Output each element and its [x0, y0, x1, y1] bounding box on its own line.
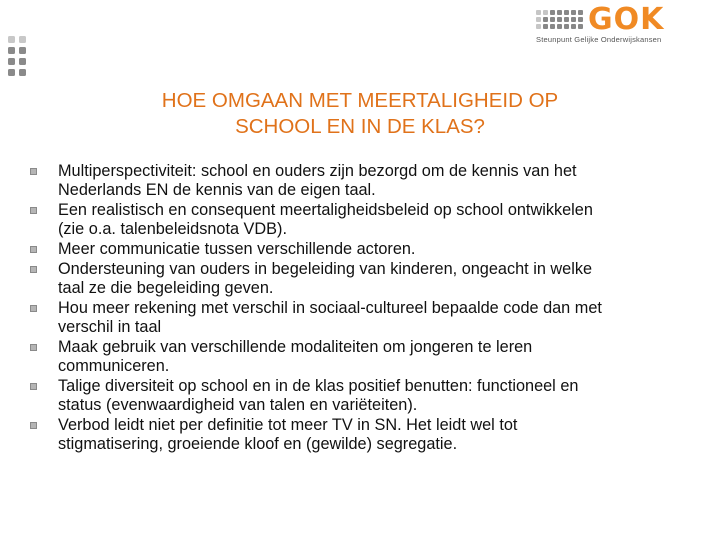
bullet-line: Een realistisch en consequent meertaligheidsbeleid op school ontwikkelen [58, 201, 593, 219]
square-bullet-icon [30, 266, 37, 273]
bullet-line: Maak gebruik van verschillende modaliteiten om jongeren te leren [58, 338, 533, 356]
slide-title [60, 88, 660, 140]
bullet-line: Verbod leidt niet per definitie tot meer TV in SN. Het leidt wel tot [58, 416, 518, 434]
bullet-list [30, 162, 698, 455]
square-bullet-icon [30, 344, 37, 351]
bullet-item [30, 240, 698, 259]
dot [19, 69, 26, 76]
bullet-item [30, 416, 698, 454]
dot [19, 58, 26, 65]
dot [8, 47, 15, 54]
bullet-line: verschil in taal [58, 318, 162, 336]
decorative-dots [8, 36, 26, 76]
bullet-line: Ondersteuning van ouders in begeleiding van kinderen, ongeacht in welke [58, 260, 593, 278]
dot [8, 36, 15, 43]
title-line-1: HOE OMGAAN MET MEERTALIGHEID OP [161, 89, 559, 112]
bullet-line: communiceren. [58, 357, 170, 375]
bullet-line: (zie o.a. talenbeleidsnota VDB). [58, 220, 287, 238]
square-bullet-icon [30, 383, 37, 390]
dot [19, 47, 26, 54]
square-bullet-icon [30, 246, 37, 253]
bullet-line: Talige diversiteit op school en in de klas positief benutten: functioneel en [58, 377, 579, 395]
logo-subtitle: Steunpunt Gelijke Onderwijskansen [536, 35, 662, 44]
bullet-line: stigmatisering, groeiende kloof en (gewilde) segregatie. [58, 435, 458, 453]
bullet-item [30, 162, 698, 200]
square-bullet-icon [30, 305, 37, 312]
bullet-line: Hou meer rekening met verschil in sociaal-cultureel bepaalde code dan met [58, 299, 602, 317]
logo-word: GOK [588, 2, 665, 37]
title-line-2: SCHOOL EN IN DE KLAS? [235, 115, 485, 138]
logo-dots [536, 10, 583, 29]
bullet-item [30, 377, 698, 415]
bullet-line: status (evenwaardigheid van talen en variëteiten). [58, 396, 418, 414]
bullet-line: Multiperspectiviteit: school en ouders zijn bezorgd om de kennis van het [58, 162, 577, 180]
bullet-item [30, 338, 698, 376]
bullet-line: taal ze die begeleiding geven. [58, 279, 274, 297]
dot [8, 69, 15, 76]
dot [8, 58, 15, 65]
bullet-line: Nederlands EN de kennis van de eigen taal. [58, 181, 376, 199]
square-bullet-icon [30, 422, 37, 429]
bullet-line: Meer communicatie tussen verschillende actoren. [58, 240, 416, 258]
square-bullet-icon [30, 168, 37, 175]
bullet-item [30, 260, 698, 298]
bullet-item [30, 201, 698, 239]
dot [19, 36, 26, 43]
square-bullet-icon [30, 207, 37, 214]
bullet-item [30, 299, 698, 337]
gok-logo [536, 2, 686, 46]
